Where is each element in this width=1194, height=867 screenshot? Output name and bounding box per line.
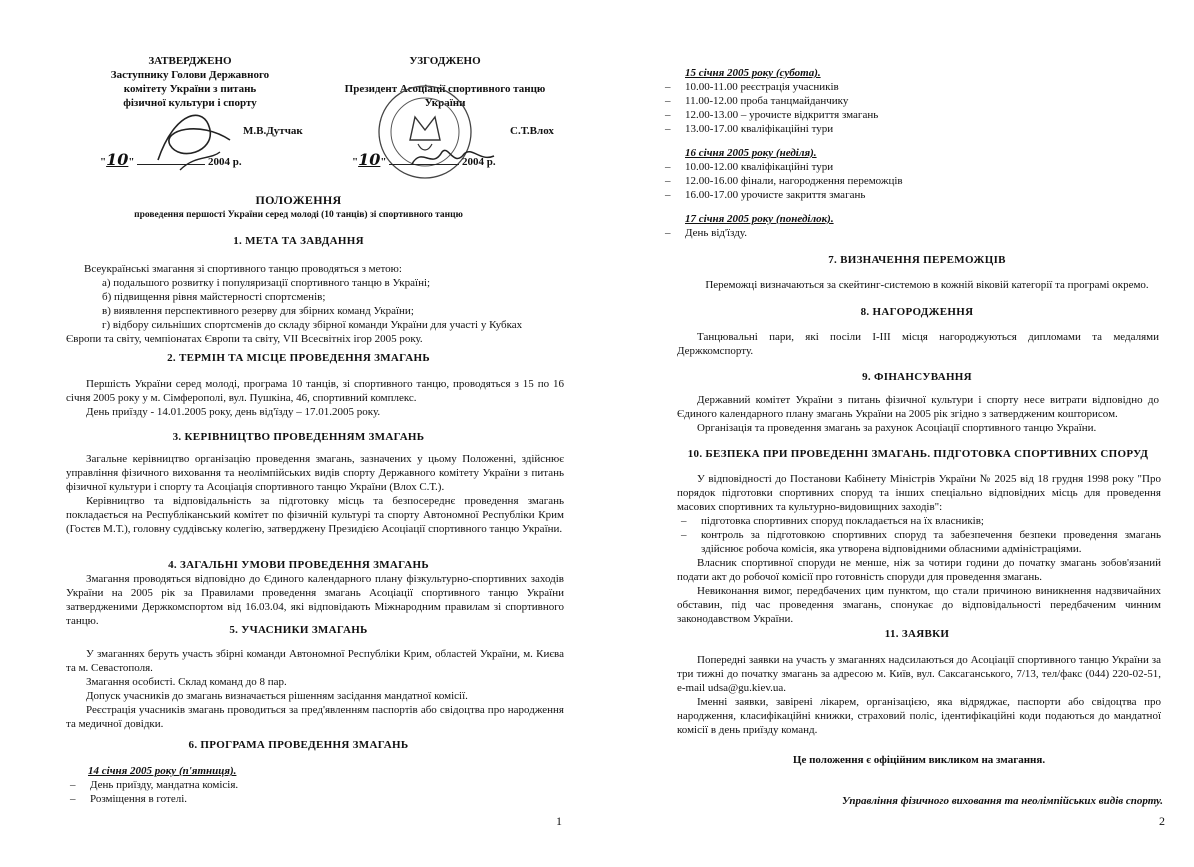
- section-4-body: [66, 572, 564, 628]
- section-1-body: [66, 262, 564, 346]
- section-2-paragraph: Першість України серед молоді, програма 10 танців, зі спортивного танцю, проводяться з 15 по 16 січня 2005 року у м. Сімферополі, вул. Пушкіна, 46, спортивний комплекс.: [66, 378, 564, 404]
- section-10-item: – підготовка спортивних споруд покладається на їх власників;: [677, 514, 1161, 528]
- schedule-item: – 10.00-11.00 реєстрація учасників: [661, 80, 1161, 94]
- day-1-label: 14 січня 2005 року (п'ятниця).: [88, 765, 237, 777]
- page-number: 1: [556, 814, 562, 828]
- section-1-intro: Всеукраїнські змагання зі спортивного танцю проводяться з метою:: [84, 263, 402, 275]
- section-7-heading: 7. ВИЗНАЧЕННЯ ПЕРЕМОЖЦІВ: [828, 254, 1006, 266]
- approved-line-2: комітету України з питань: [123, 83, 257, 95]
- section-11-paragraph: Іменні заявки, завірені лікарем, організацією, яка відряджає, паспорти або свідоцтва про народження, класифікаційні книжки, страховий поліс, ідентифікаційні коди подаються до мандатної комісії в день приїзду команд.: [677, 696, 1161, 736]
- section-10-heading: 10. БЕЗПЕКА ПРИ ПРОВЕДЕННІ ЗМАГАНЬ. ПІДГОТОВКА СПОРТИВНИХ СПОРУД: [687, 448, 1149, 460]
- approved-line-3: фізичної культури і спорту: [123, 97, 257, 109]
- section-10-paragraph: Власник спортивної споруди не менше, ніж за чотири години до початку змагань зобов'язаний подати акт до робочої комісії про готовність споруди для проведення змагань.: [677, 557, 1161, 583]
- section-7-paragraph: Переможці визначаються за скейтинг-системою в кожній віковій категорії та програмі окремо.: [705, 279, 1149, 291]
- schedule-item: – День від'їзду.: [661, 226, 1161, 240]
- official-invitation-note: Це положення є офіційним викликом на змагання.: [792, 754, 1046, 766]
- section-1-item: а) подальшого розвитку і популяризації спортивного танцю в Україні;: [102, 277, 431, 289]
- section-3-body: [66, 452, 564, 536]
- document-subtitle: проведення першості України серед молоді (10 танців) зі спортивного танцю: [134, 210, 463, 220]
- section-1-item: г) відбору сильніших спортсменів до складу збірної команди України для участі у Кубках: [102, 319, 523, 331]
- agreed-line-2: України: [424, 97, 466, 109]
- section-1-item: в) виявлення перспективного резерву для збірних команд України;: [102, 305, 414, 317]
- schedule-item: – 16.00-17.00 урочисте закриття змагань: [661, 188, 1161, 202]
- section-2-heading: 2. ТЕРМІН ТА МІСЦЕ ПРОВЕДЕННЯ ЗМАГАНЬ: [167, 352, 430, 364]
- section-5-paragraph: У змаганнях беруть участь збірні команди Автономної Республіки Крим, областей України, м. Києва та м. Севастополя.: [66, 648, 564, 674]
- section-3-paragraph: Керівництво та відповідальність за підготовку місць та безпосереднє проведення змагань покладається на Республіканський комітет по фізичній культурі та спорту Автономної Республіки Крим (Гостєв М.Т.), головну суддівську колегію, затверджену Президією Асоціації спортивного танцю України.: [66, 495, 564, 535]
- agreed-line-1: Президент Асоціації спортивного танцю: [344, 83, 546, 95]
- section-10-paragraph: Невиконання вимог, передбачених цим пунктом, що стали причиною виникнення надзвичайних обставин, під час проведення змагань, спонукає до відповідальності передбаченим чинним законодавством України.: [677, 585, 1161, 625]
- schedule-continued: [661, 66, 1161, 240]
- section-11-heading: 11. ЗАЯВКИ: [884, 628, 950, 640]
- section-6-body: [66, 764, 564, 806]
- section-8-paragraph: Танцювальні пари, які посіли І-ІІІ місця нагороджуються дипломами та медалями Держкомспорту.: [677, 331, 1159, 357]
- agreed-date-day: 10: [358, 150, 381, 169]
- section-5-paragraph: Реєстрація учасників змагань проводиться за пред'явленням паспортів або свідоцтва про народження та медичної довідки.: [66, 704, 564, 730]
- schedule-item: – 10.00-12.00 кваліфікаційні тури: [661, 160, 1161, 174]
- schedule-item: – День приїзду, мандатна комісія.: [66, 778, 564, 792]
- page-number: 2: [1159, 814, 1165, 828]
- signature-vlokh-icon: [408, 142, 498, 172]
- section-9-paragraph: Державний комітет України з питань фізичної культури і спорту несе витрати відповідно до Єдиного календарного плану змагань України на 2005 рік згідно з затвердженим кошторисом.: [677, 394, 1159, 420]
- schedule-item: – 12.00-16.00 фінали, нагородження переможців: [661, 174, 1161, 188]
- section-5-paragraph: Допуск учасників до змагань визначається рішенням засідання мандатної комісії.: [86, 690, 468, 702]
- document-page-2: [597, 0, 1194, 867]
- day-3-label: 16 січня 2005 року (неділя).: [685, 147, 817, 159]
- section-8-heading: 8. НАГОРОДЖЕННЯ: [860, 306, 974, 318]
- section-4-heading: 4. ЗАГАЛЬНІ УМОВИ ПРОВЕДЕННЯ ЗМАГАНЬ: [168, 559, 429, 571]
- day-2-label: 15 січня 2005 року (субота).: [685, 67, 821, 79]
- section-2-body: [66, 377, 564, 419]
- section-10-body: [677, 472, 1161, 626]
- approved-signer: М.В.Дутчак: [243, 125, 303, 137]
- agreed-date: "10" 2004 р.: [352, 150, 496, 169]
- section-10-paragraph: У відповідності до Постанови Кабінету Міністрів України № 2025 від 18 грудня 1998 року "Про порядок підготовки спортивних споруд та інших спеціально відповідних місць для проведення масових спортивних та культурно-видовищних заходів":: [677, 473, 1161, 513]
- section-10-item: – контроль за підготовкою спортивних споруд та забезпечення безпеки проведення змагань здійснює робоча комісія, яка утворена відповідними обласними адміністраціями.: [677, 528, 1161, 556]
- section-4-paragraph: Змагання проводяться відповідно до Єдиного календарного плану фізкультурно-спортивних заходів України на 2005 рік за Правилами проведення змагань Асоціації спортивного танцю України затвердженими Держкомспортом від 16.03.04, які відповідають Міжнародним правилам зі спортивного танцю.: [66, 573, 564, 627]
- schedule-item: – 13.00-17.00 кваліфікаційні тури: [661, 122, 1161, 136]
- section-3-heading: 3. КЕРІВНИЦТВО ПРОВЕДЕННЯМ ЗМАГАНЬ: [172, 431, 425, 443]
- issuer-signature-line: Управління фізичного виховання та неолімпійських видів спорту.: [841, 795, 1163, 807]
- section-5-body: [66, 647, 564, 731]
- section-2-paragraph: День приїзду - 14.01.2005 року, день від'їзду – 17.01.2005 року.: [86, 406, 381, 418]
- section-11-body: [677, 653, 1161, 737]
- schedule-item: – 12.00-13.00 – урочисте відкриття змагань: [661, 108, 1161, 122]
- section-3-paragraph: Загальне керівництво організацію проведення змагань, зазначених у цьому Положенні, здійснює управління фізичного виховання та неолімпійських видів спорту Державного комітету України з питань фізичної культури і спорту та Асоціація спортивного танцю України (Влох С.Т.).: [66, 453, 564, 493]
- schedule-item: – 11.00-12.00 проба танцмайданчику: [661, 94, 1161, 108]
- schedule-item: – Розміщення в готелі.: [66, 792, 564, 806]
- section-11-paragraph: Попередні заявки на участь у змаганнях надсилаються до Асоціації спортивного танцю України за три тижні до початку змагань за адресою м. Київ, вул. Саксаганського, 7/13, тел/факс (044) 220-02-51, e-mail udsa@gu.kiev.ua.: [677, 654, 1161, 694]
- agreed-title: УЗГОДЖЕНО: [409, 55, 481, 67]
- section-9-paragraph: Організація та проведення змагань за рахунок Асоціації спортивного танцю України.: [697, 422, 1097, 434]
- approved-date-day: 10: [106, 150, 129, 169]
- section-6-heading: 6. ПРОГРАМА ПРОВЕДЕННЯ ЗМАГАНЬ: [188, 739, 409, 751]
- section-9-heading: 9. ФІНАНСУВАННЯ: [862, 371, 972, 383]
- section-9-body: [677, 393, 1159, 435]
- approved-line-1: Заступнику Голови Державного: [110, 69, 270, 81]
- section-1-item: Європи та світу, чемпіонатах Європи та світу, VII Всесвітніх ігор 2005 року.: [66, 333, 423, 345]
- agreed-signer: С.Т.Влох: [510, 125, 554, 137]
- day-4-label: 17 січня 2005 року (понеділок).: [685, 213, 834, 225]
- approved-title: ЗАТВЕРДЖЕНО: [148, 55, 232, 67]
- document-title: ПОЛОЖЕННЯ: [255, 193, 342, 207]
- section-5-heading: 5. УЧАСНИКИ ЗМАГАНЬ: [229, 624, 368, 636]
- section-1-item: б) підвищення рівня майстерності спортсменів;: [102, 291, 326, 303]
- approved-date: "10" 2004 р.: [100, 150, 242, 169]
- section-5-paragraph: Змагання особисті. Склад команд до 8 пар.: [86, 676, 287, 688]
- section-1-heading: 1. МЕТА ТА ЗАВДАННЯ: [233, 235, 364, 247]
